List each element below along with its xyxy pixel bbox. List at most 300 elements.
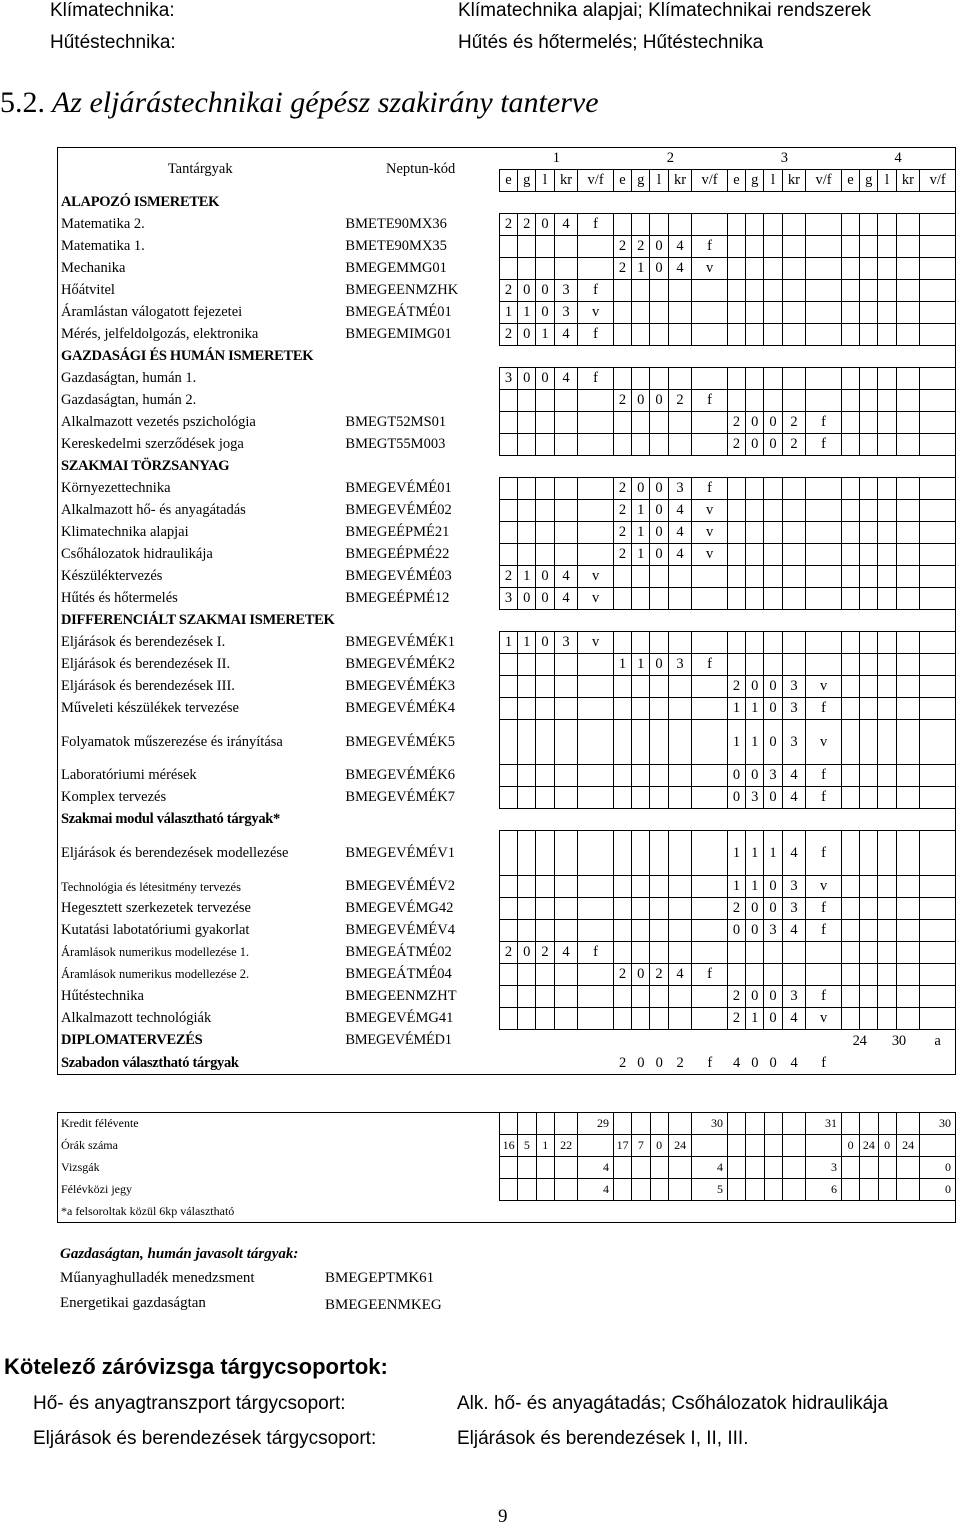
subject-code: BMETE90MX35: [345, 238, 447, 254]
subject-name: Hőátvitel: [61, 282, 115, 298]
grade-cell: [746, 964, 764, 986]
grade-cell: [841, 368, 859, 390]
grade-cell: [632, 588, 650, 610]
sub-header: l: [878, 170, 896, 192]
grade-cell: [518, 920, 536, 942]
grade-cell: 1: [746, 831, 764, 876]
grade-cell: [536, 831, 554, 876]
grade-cell: [841, 698, 859, 720]
grade-cell: [896, 698, 920, 720]
grade-cell: [878, 588, 896, 610]
grade-cell: [692, 765, 728, 787]
grade-cell: v: [578, 632, 614, 654]
grade-cell: [782, 258, 806, 280]
grade-cell: [578, 1052, 614, 1075]
summary-label: Vizsgák: [61, 1160, 100, 1174]
grade-cell: [613, 1008, 631, 1030]
summary-cell: [896, 1157, 920, 1179]
subject-name: Áramlástan válogatott fejezetei: [61, 304, 243, 320]
grade-cell: [536, 676, 554, 698]
grade-cell: [920, 765, 956, 787]
grade-cell: [782, 478, 806, 500]
summary-cell: [896, 1179, 920, 1201]
grade-cell: 0: [518, 280, 536, 302]
grade-cell: 0: [536, 214, 554, 236]
felevkozi-value: 5: [692, 1179, 727, 1201]
grade-cell: 4: [782, 765, 806, 787]
grade-cell: [632, 434, 650, 456]
grade-cell: [668, 434, 692, 456]
grade-cell: [536, 986, 554, 1008]
sub-header: v/f: [920, 170, 956, 192]
grade-cell: 3: [668, 478, 692, 500]
grade-cell: [650, 942, 668, 964]
grade-cell: [920, 434, 956, 456]
hours-value: [746, 1135, 764, 1157]
col-header-tantargyak: Tantárgyak: [167, 161, 233, 178]
grade-cell: 0: [650, 500, 668, 522]
grade-cell: [499, 1008, 517, 1030]
grade-cell: [578, 765, 614, 787]
grade-cell: [896, 258, 920, 280]
grade-cell: [554, 676, 578, 698]
grade-cell: [860, 566, 878, 588]
grade-cell: [650, 632, 668, 654]
summary-cell: [920, 1135, 956, 1157]
grade-cell: [878, 698, 896, 720]
grade-cell: [499, 787, 517, 809]
grade-cell: [518, 698, 536, 720]
grade-cell: [668, 898, 692, 920]
grade-cell: [692, 986, 728, 1008]
grade-cell: [896, 986, 920, 1008]
grade-cell: 2: [650, 964, 668, 986]
grade-cell: [554, 964, 578, 986]
grade-cell: 1: [746, 720, 764, 765]
grade-cell: [841, 720, 859, 765]
subject-code: BMEGEÉPMÉ21: [345, 524, 450, 540]
grade-cell: [806, 522, 842, 544]
grade-cell: [896, 1008, 920, 1030]
sub-header: g: [860, 170, 878, 192]
grade-cell: [554, 720, 578, 765]
grade-cell: [920, 720, 956, 765]
grade-cell: [920, 412, 956, 434]
suggested-item-code: BMEGEENMKEG: [325, 1297, 442, 1313]
grade-cell: 4: [782, 831, 806, 876]
grade-cell: 2: [676, 1054, 684, 1071]
grade-cell: [878, 566, 896, 588]
grade-cell: [878, 500, 896, 522]
grade-cell: 0: [764, 898, 782, 920]
grade-cell: [536, 258, 554, 280]
grade-cell: [668, 676, 692, 698]
grade-cell: [841, 412, 859, 434]
grade-cell: [841, 942, 859, 964]
grade-cell: 2: [782, 434, 806, 456]
grade-cell: [841, 324, 859, 346]
grade-cell: [668, 698, 692, 720]
grade-cell: [878, 302, 896, 324]
grade-cell: [746, 522, 764, 544]
grade-cell: 0: [764, 434, 782, 456]
felevkozi-value: 0: [920, 1179, 956, 1201]
grade-cell: [578, 831, 614, 876]
semester-header: 4: [894, 150, 902, 166]
grade-cell: [896, 302, 920, 324]
grade-cell: [860, 412, 878, 434]
grade-cell: 0: [764, 876, 782, 898]
grade-cell: [632, 1030, 650, 1053]
hours-value: 0: [650, 1135, 668, 1157]
grade-cell: 1: [746, 1008, 764, 1030]
grade-cell: [920, 390, 956, 412]
grade-cell: [878, 280, 896, 302]
grade-cell: [920, 500, 956, 522]
grade-cell: [613, 876, 631, 898]
grade-cell: [841, 258, 859, 280]
grade-cell: [878, 368, 896, 390]
grade-cell: [578, 478, 614, 500]
sub-header: e: [613, 170, 631, 192]
grade-cell: [668, 831, 692, 876]
grade-cell: [878, 434, 896, 456]
grade-cell: [650, 214, 668, 236]
grade-cell: [727, 566, 745, 588]
subject-name: Áramlások numerikus modellezése 2.: [61, 967, 250, 981]
subject-name: Hegesztett szerkezetek tervezése: [61, 900, 251, 916]
sub-header: l: [650, 170, 668, 192]
grade-cell: [613, 898, 631, 920]
grade-cell: [536, 787, 554, 809]
grade-cell: [578, 544, 614, 566]
grade-cell: [727, 258, 745, 280]
subject-code: BMEGEÁTMÉ02: [345, 944, 452, 960]
grade-cell: [806, 964, 842, 986]
summary-cell: [499, 1157, 517, 1179]
grade-cell: 4: [668, 236, 692, 258]
grade-cell: [613, 1030, 631, 1053]
grade-cell: [578, 236, 614, 258]
summary-label: Kredit félévente: [61, 1116, 139, 1131]
grade-cell: 2: [782, 412, 806, 434]
grade-cell: [896, 765, 920, 787]
grade-cell: [632, 765, 650, 787]
grade-cell: v: [692, 544, 728, 566]
grade-cell: [518, 654, 536, 676]
grade-cell: [692, 698, 728, 720]
grade-cell: [860, 214, 878, 236]
subject-name: Csőhálozatok hidraulikája: [61, 546, 213, 562]
grade-cell: [650, 876, 668, 898]
hours-value: [727, 1135, 745, 1157]
grade-cell: [578, 876, 614, 898]
grade-cell: 1: [499, 302, 517, 324]
grade-cell: [746, 654, 764, 676]
grade-cell: [764, 258, 782, 280]
grade-cell: [764, 1030, 782, 1053]
grade-cell: [536, 500, 554, 522]
grade-cell: 0: [518, 368, 536, 390]
grade-cell: [692, 632, 728, 654]
grade-cell: [746, 500, 764, 522]
grade-cell: 3: [668, 654, 692, 676]
grade-cell: [536, 654, 554, 676]
vizsga-value: 0: [920, 1157, 956, 1179]
subject-code: BMEGEVÉMÉ01: [345, 480, 452, 496]
grade-cell: [746, 632, 764, 654]
grade-cell: [746, 214, 764, 236]
summary-cell: [518, 1113, 536, 1135]
grade-cell: [841, 964, 859, 986]
subject-name: Alkalmazott vezetés pszichológia: [61, 414, 256, 430]
grade-cell: [806, 544, 842, 566]
grade-cell: [860, 1052, 878, 1075]
grade-cell: [692, 214, 728, 236]
summary-cell: [860, 1113, 878, 1135]
grade-cell: [613, 368, 631, 390]
grade-cell: v: [806, 720, 842, 765]
grade-cell: [613, 765, 631, 787]
grade-cell: [746, 324, 764, 346]
summary-cell: [841, 1113, 859, 1135]
grade-cell: [878, 876, 896, 898]
summary-cell: [536, 1157, 554, 1179]
grade-cell: [499, 390, 517, 412]
subject-name: Matematika 1.: [61, 238, 145, 254]
grade-cell: 4: [554, 368, 578, 390]
grade-cell: [650, 434, 668, 456]
grade-cell: [782, 390, 806, 412]
suggested-item-code: BMEGEPTMK61: [325, 1270, 435, 1286]
summary-cell: [668, 1113, 692, 1135]
grade-cell: [668, 368, 692, 390]
grade-cell: 3: [746, 787, 764, 809]
subject-name: Klimatechnika alapjai: [61, 524, 189, 540]
grade-cell: [896, 324, 920, 346]
summary-cell: [746, 1113, 764, 1135]
grade-cell: [860, 920, 878, 942]
grade-cell: [782, 942, 806, 964]
hours-value: [764, 1135, 782, 1157]
hours-value: 7: [632, 1135, 650, 1157]
hours-value: 0: [878, 1135, 896, 1157]
grade-cell: v: [692, 258, 728, 280]
grade-cell: [554, 876, 578, 898]
grade-cell: [650, 302, 668, 324]
grade-cell: [860, 986, 878, 1008]
subject-name: Folyamatok műszerezése és irányítása: [61, 734, 283, 750]
grade-cell: [860, 544, 878, 566]
subject-name: Alkalmazott technológiák: [61, 1010, 212, 1026]
grade-cell: [578, 522, 614, 544]
grade-cell: [920, 368, 956, 390]
grade-cell: f: [806, 698, 842, 720]
grade-cell: [692, 942, 728, 964]
summary-cell: [499, 1179, 517, 1201]
grade-cell: [499, 1052, 517, 1075]
col-header-neptun: Neptun-kód: [386, 161, 456, 178]
grade-cell: [860, 280, 878, 302]
grade-cell: v: [806, 876, 842, 898]
grade-cell: [896, 588, 920, 610]
grade-cell: 0: [764, 1008, 782, 1030]
grade-cell: [896, 500, 920, 522]
grade-cell: [920, 280, 956, 302]
grade-cell: [518, 1030, 536, 1053]
grade-cell: [668, 765, 692, 787]
grade-cell: [499, 720, 517, 765]
subject-code: BMEGEENMZHK: [345, 282, 459, 298]
grade-cell: 0: [632, 478, 650, 500]
grade-cell: [746, 566, 764, 588]
grade-cell: [668, 214, 692, 236]
summary-label: Órák száma: [61, 1138, 118, 1152]
diploma-credit: 24: [852, 1032, 867, 1049]
grade-cell: v: [578, 588, 614, 610]
subject-code: BMEGEVÉMG41: [345, 1010, 454, 1026]
grade-cell: [692, 412, 728, 434]
subject-name: Kereskedelmi szerződések joga: [61, 436, 244, 452]
grade-cell: [782, 214, 806, 236]
grade-cell: [920, 522, 956, 544]
grade-cell: 2: [613, 236, 631, 258]
grade-cell: [920, 236, 956, 258]
summary-cell: [764, 1113, 782, 1135]
grade-cell: f: [806, 831, 842, 876]
grade-cell: [920, 478, 956, 500]
summary-cell: [841, 1157, 859, 1179]
grade-cell: [499, 500, 517, 522]
grade-cell: [613, 698, 631, 720]
grade-cell: 4: [782, 920, 806, 942]
hours-value: 24: [896, 1135, 920, 1157]
grade-cell: 0: [727, 920, 745, 942]
summary-cell: [536, 1113, 554, 1135]
grade-cell: 3: [499, 368, 517, 390]
grade-cell: [841, 544, 859, 566]
diploma-code: BMEGEVÉMÉD1: [345, 1032, 452, 1049]
grade-cell: [841, 214, 859, 236]
grade-cell: [650, 412, 668, 434]
sub-header: e: [841, 170, 859, 192]
grade-cell: [806, 632, 842, 654]
grade-cell: [650, 698, 668, 720]
grade-cell: 0: [746, 676, 764, 698]
grade-cell: [782, 280, 806, 302]
hours-value: 1: [536, 1135, 554, 1157]
hours-value: 24: [668, 1135, 692, 1157]
grade-cell: [632, 324, 650, 346]
grade-cell: [668, 986, 692, 1008]
grade-cell: [554, 1052, 578, 1075]
grade-cell: [806, 302, 842, 324]
subject-code: BMEGEENMZHT: [345, 988, 457, 1004]
grade-cell: [727, 214, 745, 236]
subject-code: BMEGEVÉMÉK5: [345, 733, 455, 750]
grade-cell: [613, 720, 631, 765]
grade-cell: 1: [632, 500, 650, 522]
grade-cell: 2: [518, 214, 536, 236]
grade-cell: [518, 258, 536, 280]
grade-cell: [613, 632, 631, 654]
grade-cell: [650, 765, 668, 787]
semester-header: 1: [552, 150, 560, 166]
grade-cell: [613, 942, 631, 964]
grade-cell: [920, 324, 956, 346]
subject-code: BMETE90MX36: [345, 216, 447, 232]
grade-cell: [896, 280, 920, 302]
grade-cell: [536, 434, 554, 456]
grade-cell: 0: [746, 434, 764, 456]
grade-cell: f: [806, 787, 842, 809]
grade-cell: 2: [727, 676, 745, 698]
grade-cell: [518, 478, 536, 500]
subject-name: Környezettechnika: [61, 480, 171, 496]
grade-cell: [896, 632, 920, 654]
grade-cell: [764, 280, 782, 302]
grade-cell: [632, 942, 650, 964]
grade-cell: 0: [650, 654, 668, 676]
grade-cell: f: [578, 214, 614, 236]
summary-cell: [878, 1179, 896, 1201]
grade-cell: v: [692, 500, 728, 522]
grade-cell: 0: [746, 765, 764, 787]
grade-cell: [764, 544, 782, 566]
subject-code: BMEGEÉPMÉ22: [345, 546, 450, 562]
grade-cell: [692, 302, 728, 324]
grade-cell: [499, 1030, 517, 1053]
grade-cell: [841, 434, 859, 456]
grade-cell: [782, 544, 806, 566]
grade-cell: f: [821, 1054, 826, 1071]
summary-cell: [782, 1113, 806, 1135]
grade-cell: [692, 1030, 728, 1053]
hours-value: 24: [860, 1135, 878, 1157]
grade-cell: 1: [764, 831, 782, 876]
subject-name: Laboratóriumi mérések: [61, 767, 197, 783]
summary-cell: [668, 1179, 692, 1201]
subject-name: Kutatási labotatóriumi gyakorlat: [61, 922, 250, 938]
subject-name: Műveleti készülékek tervezése: [61, 700, 239, 716]
subject-code: BMEGEMIMG01: [345, 326, 452, 342]
grade-cell: [650, 324, 668, 346]
grade-cell: [499, 478, 517, 500]
summary-cell: [782, 1179, 806, 1201]
grade-cell: 0: [536, 368, 554, 390]
grade-cell: 0: [650, 478, 668, 500]
grade-cell: f: [806, 765, 842, 787]
grade-cell: [499, 236, 517, 258]
grade-cell: 0: [727, 765, 745, 787]
grade-cell: 2: [613, 522, 631, 544]
sub-header: g: [746, 170, 764, 192]
summary-cell: [764, 1179, 782, 1201]
grade-cell: [578, 500, 614, 522]
grade-cell: [920, 920, 956, 942]
grade-cell: [920, 942, 956, 964]
grade-cell: 1: [518, 632, 536, 654]
grade-cell: [632, 632, 650, 654]
grade-cell: [632, 302, 650, 324]
grade-cell: [896, 1052, 920, 1075]
sub-header: l: [536, 170, 554, 192]
grade-cell: [632, 720, 650, 765]
grade-cell: 0: [650, 258, 668, 280]
grade-cell: [920, 676, 956, 698]
grade-cell: [518, 522, 536, 544]
grade-cell: 0: [650, 522, 668, 544]
